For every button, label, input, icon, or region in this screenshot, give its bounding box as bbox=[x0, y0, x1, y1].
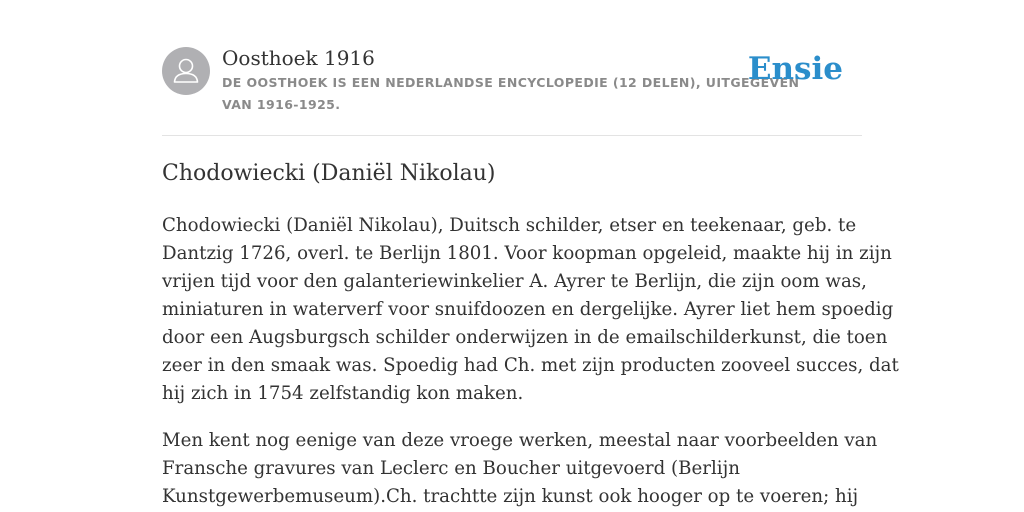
paragraph-line: vrijen tijd voor den galanteriewinkelier A. Ayrer te Berlijn, die zijn oom was, bbox=[162, 271, 867, 292]
source-description-line: DE OOSTHOEK IS EEN NEDERLANDSE ENCYCLOPEDIE (12 DELEN), UITGEGEVEN bbox=[222, 75, 800, 90]
paragraph-line: zeer in den smaak was. Spoedig had Ch. met zijn producten zooveel succes, dat bbox=[162, 355, 899, 376]
paragraph-line: Chodowiecki (Daniël Nikolau), Duitsch schilder, etser en teekenaar, geb. te bbox=[162, 215, 857, 236]
paragraph-line: Fransche gravures van Leclerc en Boucher uitgevoerd (Berlijn bbox=[162, 458, 740, 479]
user-silhouette-icon bbox=[162, 47, 210, 95]
article-title: Chodowiecki (Daniël Nikolau) bbox=[162, 161, 496, 186]
page-container bbox=[162, 0, 899, 507]
paragraph-line: door een Augsburgsch schilder onderwijzen in de emailschilderkunst, die toen bbox=[162, 327, 888, 348]
paragraph-line: Dantzig 1726, overl. te Berlijn 1801. Voor koopman opgeleid, maakte hij in zijn bbox=[162, 243, 892, 264]
article-paragraph bbox=[162, 212, 899, 408]
source-header bbox=[162, 0, 862, 136]
article-paragraph bbox=[162, 427, 878, 511]
paragraph-line: Men kent nog eenige van deze vroege werken, meestal naar voorbeelden van bbox=[162, 430, 878, 451]
source-avatar[interactable] bbox=[162, 47, 210, 95]
source-description-line: VAN 1916-1925. bbox=[222, 97, 341, 112]
paragraph-line: miniaturen in waterverf voor snuifdoozen en dergelijke. Ayrer liet hem spoedig bbox=[162, 299, 894, 320]
source-name[interactable]: Oosthoek 1916 bbox=[222, 46, 375, 70]
brand-logo[interactable]: Ensie bbox=[747, 51, 843, 87]
paragraph-line: Kunstgewerbemuseum).Ch. trachtte zijn kunst ook hooger op te voeren; hij bbox=[162, 486, 859, 507]
source-description bbox=[222, 72, 800, 116]
paragraph-line: hij zich in 1754 zelfstandig kon maken. bbox=[162, 383, 524, 404]
